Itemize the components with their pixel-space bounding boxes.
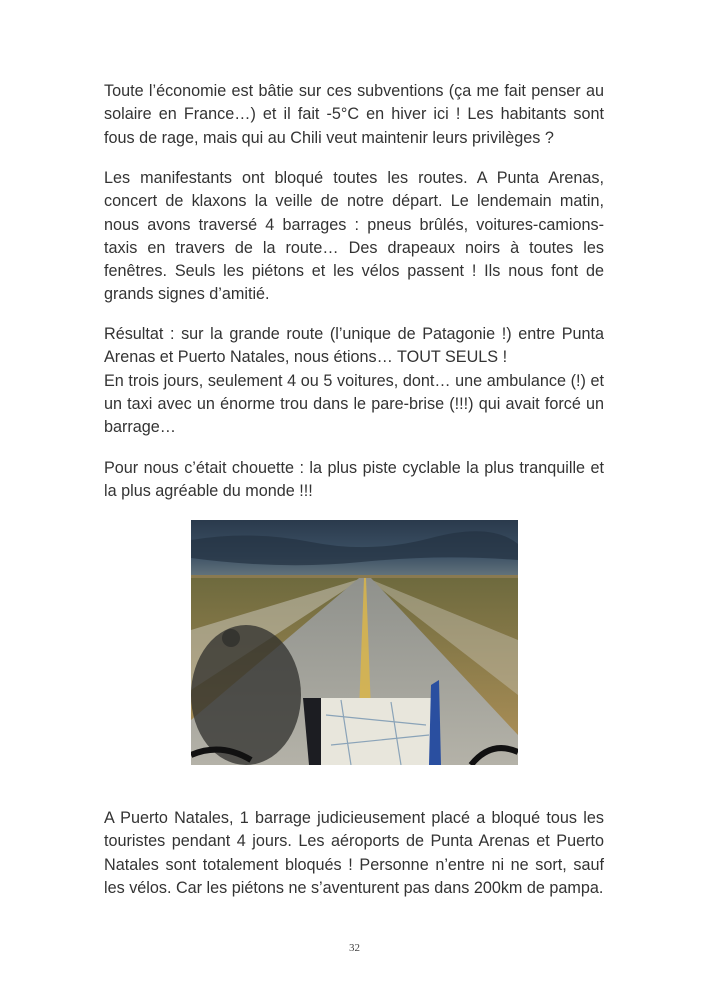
paragraph-subventions: Toute l’économie est bâtie sur ces subventions (ça me fait penser au solaire en France…) et il fait -5°C en hiver ici ! Les habitants sont fous de rage, mais qui au Chili veut maintenir leurs privilèges ? [104, 82, 604, 147]
rider-shadow [191, 625, 301, 765]
paragraph-resultat-line2: En trois jours, seulement 4 ou 5 voitures, dont… une ambulance (!) et un taxi avec un énorme trou dans le pare-brise (!!!) qui avait forcé un barrage… [104, 371, 604, 437]
map-sheet [321, 698, 433, 765]
paragraph-resultat [104, 323, 604, 439]
paragraph-puerto-natales: A Puerto Natales, 1 barrage judicieusement placé a bloqué tous les touristes pendant 4 jours. Les aéroports de Punta Arenas et Puerto Natales sont totalement bloqués ! Personne n’entre ni ne sort, sauf les vélos. Car les piétons ne s’aventurent pas dans 200km de pampa. [104, 809, 604, 897]
paragraph-resultat-line1: Résultat : sur la grande route (l’unique de Patagonie !) entre Punta Arenas et Puerto Natales, nous étions… TOUT SEULS ! [104, 325, 604, 367]
page-number: 32 [349, 942, 360, 954]
paragraph-piste-cyclable: Pour nous c’était chouette : la plus piste cyclable la plus tranquille et la plus agréable du monde !!! [104, 459, 604, 501]
paragraph-barrages: Les manifestants ont bloqué toutes les routes. A Punta Arenas, concert de klaxons la veille de notre départ. Le lendemain matin, nous avons traversé 4 barrages : pneus brûlés, voitures-camions-taxis en travers de la route… Des drapeaux noirs à toutes les fenêtres. Seuls les piétons et les vélos passent ! Ils nous font de grands signes d’amitié. [104, 169, 604, 304]
road-photo [191, 520, 518, 765]
